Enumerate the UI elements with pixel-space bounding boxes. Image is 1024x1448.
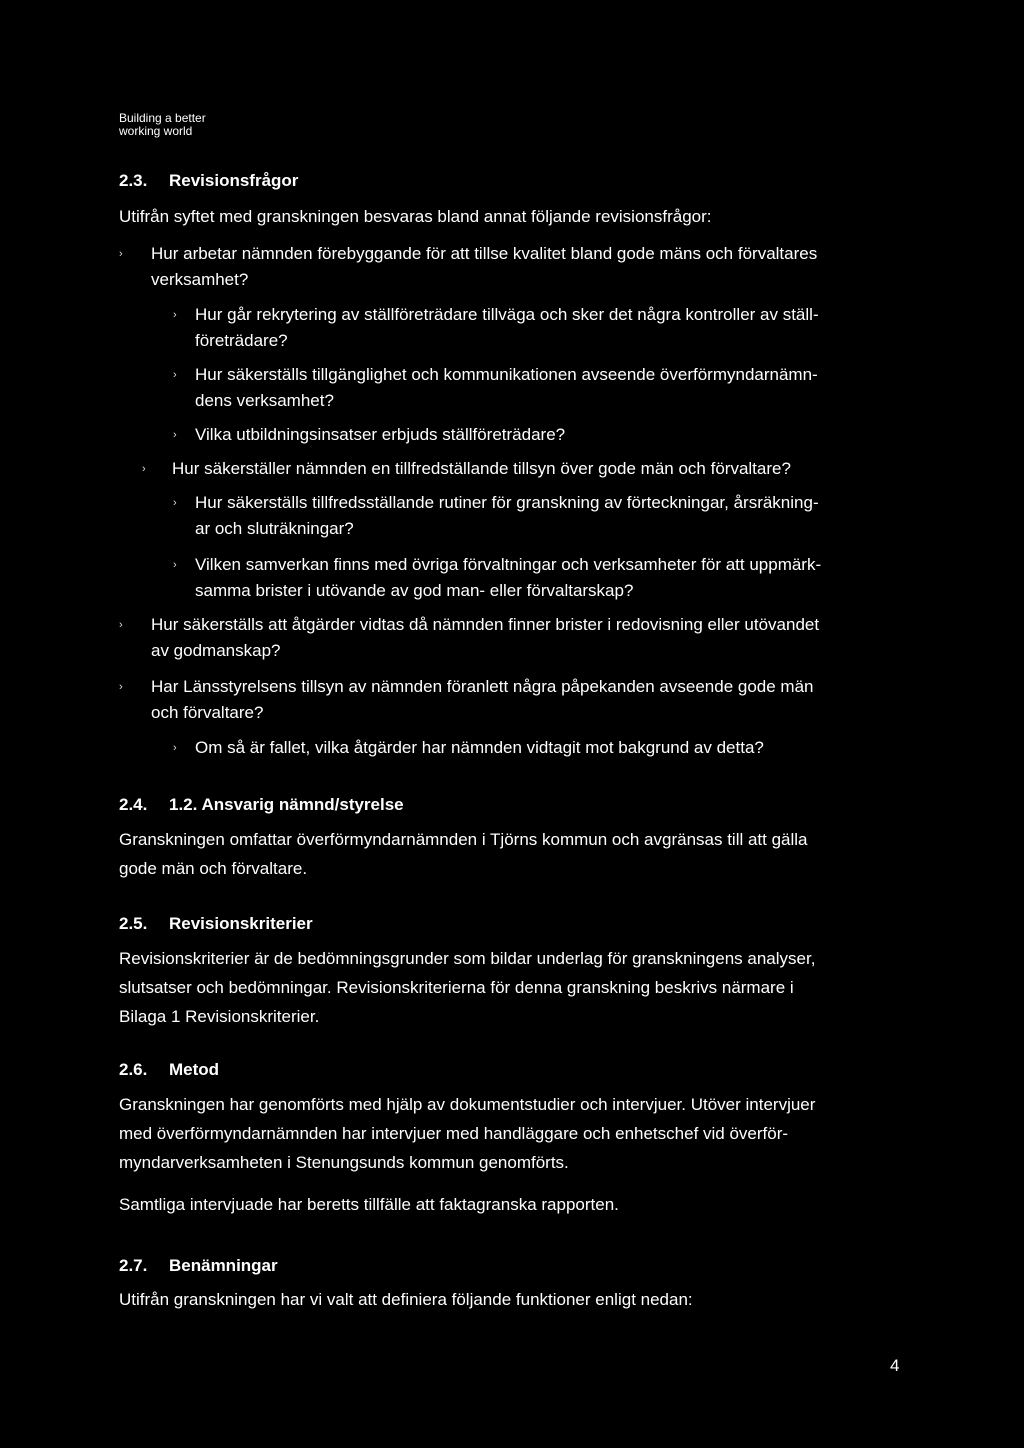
list-item-line: företrädare?: [195, 331, 288, 350]
section-body: [119, 1090, 815, 1177]
section-number: 2.4.: [119, 795, 148, 814]
list-item: [119, 241, 818, 293]
list-item: [173, 490, 819, 542]
list-item-line: ar och sluträkningar?: [195, 519, 354, 538]
bullet-marker-icon: ›: [119, 248, 123, 260]
bullet-marker-icon: ›: [173, 369, 177, 381]
section-title: Benämningar: [169, 1256, 278, 1275]
bullet-marker-icon: ›: [119, 681, 123, 693]
section-body-2: [119, 1190, 619, 1219]
section-number: 2.7.: [119, 1256, 148, 1275]
bullet-marker-icon: ›: [119, 619, 123, 631]
body-line: med överförmyndarnämnden har intervjuer med handläggare och enhetschef vid överför-: [119, 1124, 789, 1143]
list-item-line: Hur säkerställer nämnden en tillfredställande tillsyn över gode män och förvaltare?: [172, 459, 791, 478]
list-item-line: Har Länsstyrelsens tillsyn av nämnden föranlett några påpekanden avseende gode män: [151, 677, 814, 696]
bullet-marker-icon: ›: [173, 559, 177, 571]
list-item-line: Hur säkerställs tillgänglighet och kommunikationen avseende överförmyndarnämn-: [195, 365, 818, 384]
intro-text: Utifrån syftet med granskningen besvaras bland annat följande revisionsfrågor:: [119, 207, 712, 226]
section-number: 2.5.: [119, 914, 148, 933]
list-item: [119, 612, 820, 664]
list-item-line: Hur säkerställs tillfredsställande rutiner för granskning av förteckningar, årsräkning-: [195, 493, 819, 512]
list-item: [119, 674, 814, 726]
body-line: myndarverksamheten i Stenungsunds kommun genomförts.: [119, 1153, 569, 1172]
section-title: Revisionsfrågor: [169, 171, 299, 190]
body-line: Utifrån granskningen har vi valt att definiera följande funktioner enligt nedan:: [119, 1290, 693, 1309]
list-item: [173, 302, 819, 354]
list-item-line: Vilka utbildningsinsatser erbjuds ställföreträdare?: [195, 425, 566, 444]
page-number: 4: [890, 1356, 900, 1375]
list-item: [173, 552, 822, 604]
body-line: slutsatser och bedömningar. Revisionskriterierna för denna granskning beskrivs närmare i: [119, 978, 794, 997]
list-item: [173, 362, 818, 414]
list-item-line: Vilken samverkan finns med övriga förvaltningar och verksamheter för att uppmärk-: [195, 555, 822, 574]
section-intro: [119, 202, 712, 231]
list-item: [173, 422, 566, 448]
section-title: Metod: [169, 1060, 220, 1079]
logo-line-2: working world: [119, 124, 193, 138]
bullet-marker-icon: ›: [173, 429, 177, 441]
body-line: Samtliga intervjuade har beretts tillfälle att faktagranska rapporten.: [119, 1195, 619, 1214]
body-line: Bilaga 1 Revisionskriterier.: [119, 1007, 320, 1026]
bullet-marker-icon: ›: [173, 742, 177, 754]
section-number: 2.3.: [119, 171, 148, 190]
list-item-line: av godmanskap?: [151, 641, 281, 660]
section-title: 1.2. Ansvarig nämnd/styrelse: [169, 795, 404, 814]
list-item: [173, 735, 764, 761]
list-item-line: dens verksamhet?: [195, 391, 334, 410]
body-line: gode män och förvaltare.: [119, 859, 308, 878]
section-title: Revisionskriterier: [169, 914, 313, 933]
list-item-line: samma brister i utövande av god man- eller förvaltarskap?: [195, 581, 634, 600]
logo-line-1: Building a better: [119, 111, 206, 125]
section-body: [119, 1285, 693, 1314]
list-item-line: Hur säkerställs att åtgärder vidtas då nämnden finner brister i redovisning eller utövandet: [151, 615, 820, 634]
bullet-marker-icon: ›: [173, 497, 177, 509]
section-body: [119, 825, 808, 883]
body-line: Granskningen har genomförts med hjälp av dokumentstudier och intervjuer. Utöver intervjuer: [119, 1095, 816, 1114]
list-item-line: och förvaltare?: [151, 703, 264, 722]
body-line: Revisionskriterier är de bedömningsgrunder som bildar underlag för granskningens analyser,: [119, 949, 816, 968]
logo: [119, 112, 206, 138]
bullet-marker-icon: ›: [173, 309, 177, 321]
section-number: 2.6.: [119, 1060, 148, 1079]
list-item-line: verksamhet?: [151, 270, 249, 289]
list-item: [142, 456, 791, 482]
list-item-line: Hur arbetar nämnden förebyggande för att tillse kvalitet bland gode mäns och förvaltares: [151, 244, 818, 263]
bullet-marker-icon: ›: [142, 463, 146, 475]
list-item-line: Hur går rekrytering av ställföreträdare tillväga och sker det några kontroller av ställ-: [195, 305, 819, 324]
list-item-line: Om så är fallet, vilka åtgärder har nämnden vidtagit mot bakgrund av detta?: [195, 738, 764, 757]
body-line: Granskningen omfattar överförmyndarnämnden i Tjörns kommun och avgränsas till att gälla: [119, 830, 808, 849]
section-body: [119, 944, 815, 1031]
